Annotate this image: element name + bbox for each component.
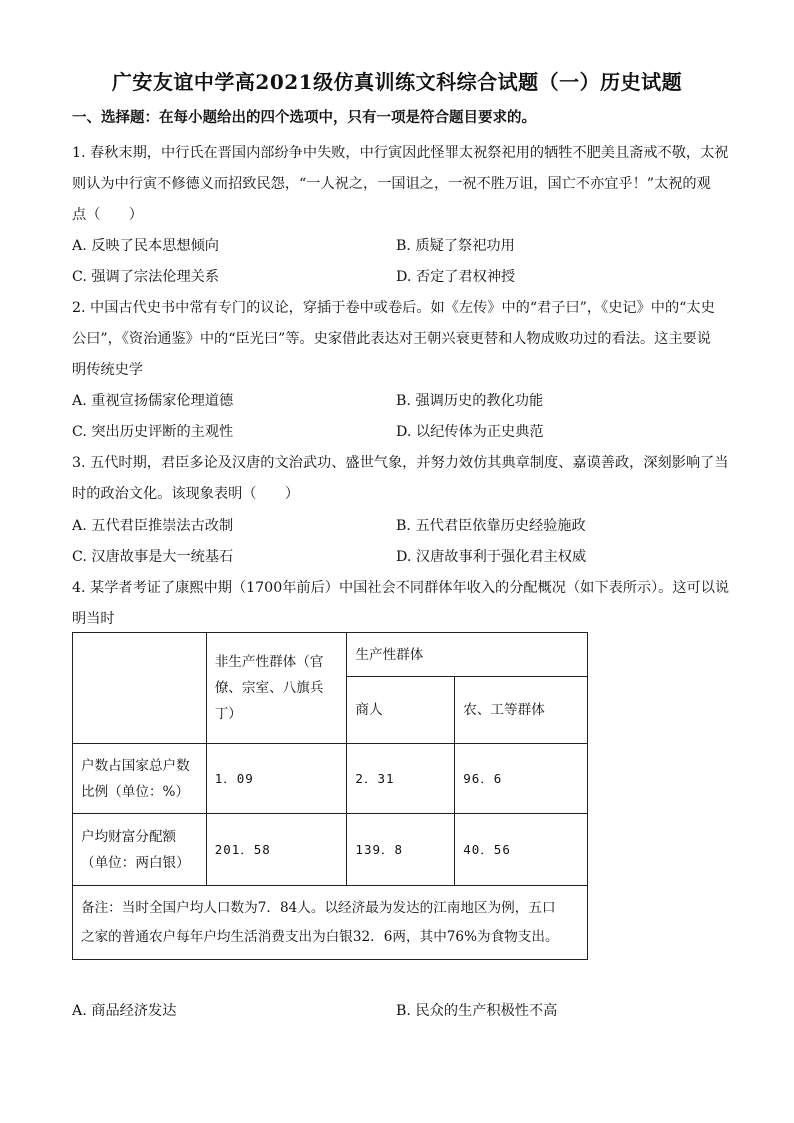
question-text-line: 1. 春秋末期，中行氏在晋国内部纷争中失败，中行寅因此怪罪太祝祭祀用的牺牲不肥美且斋戒不敬，太祝: [72, 145, 729, 161]
question-text-line: 4. 某学者考证了康熙中期（1700年前后）中国社会不同群体年收入的分配概况（如下表所示）。这可以说: [72, 580, 730, 596]
question-text-line: 时的政治文化。该现象表明（ ）: [72, 486, 300, 502]
table-cell: 1．09: [206, 744, 347, 814]
row-label-line: 比例（单位：%）: [81, 783, 190, 800]
table-cell: 139．8: [347, 814, 455, 886]
option-b[interactable]: B. 质疑了祭祀功用: [396, 238, 515, 254]
question-text-line: 3. 五代时期，君臣多论及汉唐的文治武功、盛世气象，并努力效仿其典章制度、嘉谟善政，深刻影响了当: [72, 455, 729, 471]
header-nonproductive: [206, 633, 347, 744]
note-line: 备注：当时全国户均人口数为7．84人。以经济最为发达的江南地区为例，五口: [81, 899, 556, 916]
option-d[interactable]: D. 以纪传体为正史典范: [396, 424, 544, 440]
table-row: [73, 744, 588, 814]
option-c[interactable]: C. 突出历史评断的主观性: [72, 424, 234, 440]
option-c[interactable]: C. 强调了宗法伦理关系: [72, 269, 220, 285]
row-label: [73, 814, 207, 886]
header-line: 僚、宗室、八旗兵: [214, 680, 324, 696]
table-cell: 201．58: [206, 814, 347, 886]
row-label-line: 户数占国家总户数: [81, 757, 190, 774]
table-note: [73, 886, 588, 960]
table-corner-cell: [73, 633, 207, 744]
question-text-line: 2. 中国古代史书中常有专门的议论，穿插于卷中或卷后。如《左传》中的“君子曰”，《史记》中的“太史: [72, 300, 715, 316]
option-a[interactable]: A. 五代君臣推崇法古改制: [72, 518, 234, 534]
note-line: 之家的普通农户每年户均生活消费支出为白银32．6两，其中76%为食物支出。: [81, 928, 559, 945]
table-cell: 96．6: [455, 744, 588, 814]
option-d[interactable]: D. 否定了君权神授: [396, 269, 516, 285]
header-line: 非生产性群体（官: [214, 654, 324, 670]
header-productive: 生产性群体: [347, 633, 588, 677]
section-heading: 一、选择题：在每小题给出的四个选项中，只有一项是符合题目要求的。: [72, 109, 536, 126]
option-a[interactable]: A. 重视宣扬儒家伦理道德: [72, 393, 234, 409]
option-b[interactable]: B. 五代君臣依靠历史经验施政: [396, 518, 586, 534]
row-label: [73, 744, 207, 814]
option-d[interactable]: D. 汉唐故事利于强化君主权威: [396, 549, 587, 565]
option-b[interactable]: B. 强调历史的教化功能: [396, 393, 544, 409]
header-merchant: 商人: [347, 677, 455, 744]
question-text-line: 点（ ）: [72, 207, 143, 223]
table-cell: 2．31: [347, 744, 455, 814]
option-c[interactable]: C. 汉唐故事是大一统基石: [72, 549, 234, 565]
page-title: 广安友谊中学高2021级仿真训练文科综合试题（一）历史试题: [111, 70, 683, 94]
table-note-row: [73, 886, 588, 960]
table-cell: 40．56: [455, 814, 588, 886]
option-a[interactable]: A. 反映了民本思想倾向: [72, 238, 219, 254]
row-label-line: （单位：两白银）: [81, 854, 190, 871]
question-text-line: 明当时: [72, 611, 115, 627]
question-text-line: 则认为中行寅不修德义而招致民怨，“一人祝之，一国诅之，一祝不胜万诅，国亡不亦宜乎！”太祝的观: [72, 176, 711, 192]
option-b[interactable]: B. 民众的生产积极性不高: [396, 1003, 558, 1019]
header-farmer-worker: 农、工等群体: [455, 677, 588, 744]
option-a[interactable]: A. 商品经济发达: [72, 1003, 177, 1019]
header-line: 丁）: [214, 706, 242, 722]
income-distribution-table: [72, 632, 588, 960]
question-text-line: 明传统史学: [72, 362, 143, 378]
question-text-line: 公曰”，《资治通鉴》中的“臣光曰”等。史家借此表达对王朝兴衰更替和人物成败功过的看法。这主要说: [72, 331, 711, 347]
table-row: [73, 814, 588, 886]
row-label-line: 户均财富分配额: [81, 828, 177, 845]
